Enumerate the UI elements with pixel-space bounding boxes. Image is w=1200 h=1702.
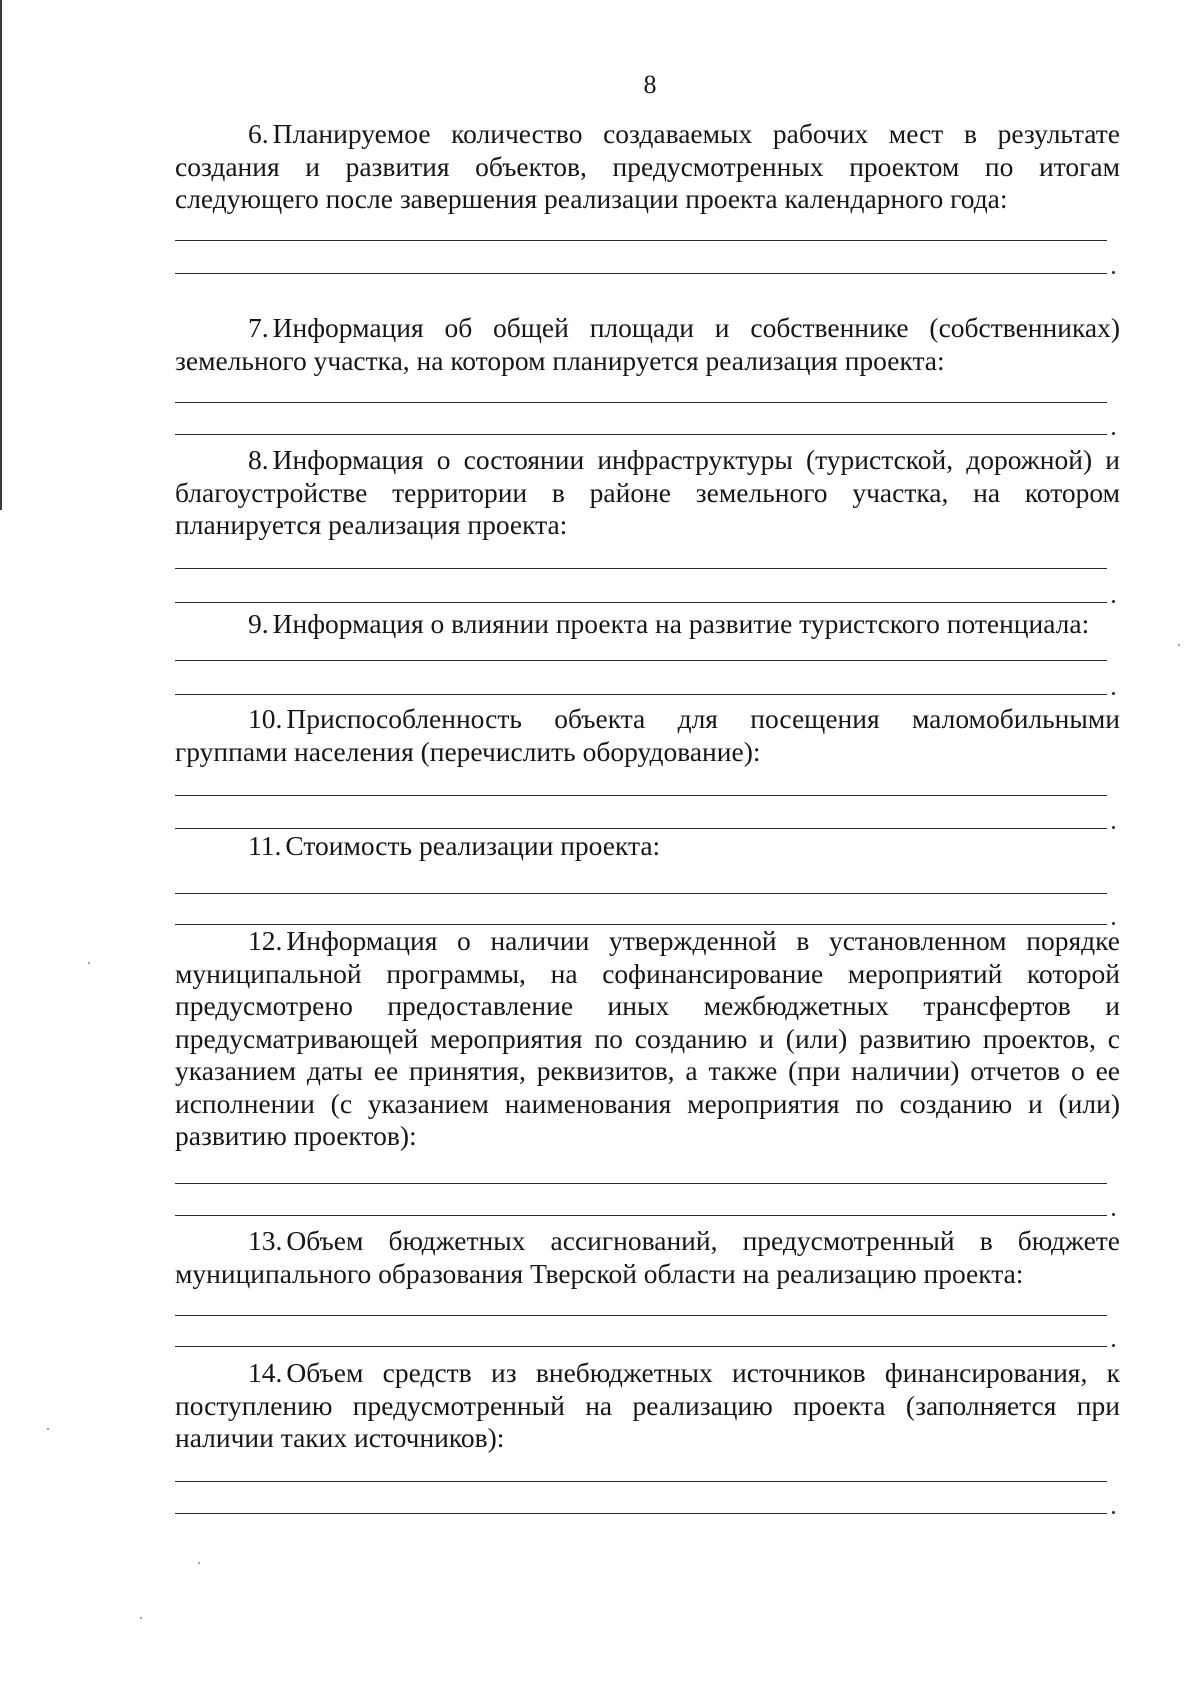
item-number: 13. <box>248 1225 283 1256</box>
form-item-text <box>175 925 1120 1153</box>
item-question: Приспособленность объекта для посещения маломобильными группами населения (перечислить оборудование): <box>175 703 1120 767</box>
answer-line[interactable] <box>175 1346 1107 1347</box>
item-number: 10. <box>248 703 283 734</box>
form-item-text <box>175 1357 1120 1455</box>
item-question: Информация о состоянии инфраструктуры (туристской, дорожной) и благоустройстве территории в районе земельного участка, на котором планируется реализация проекта: <box>175 444 1120 540</box>
scan-speck <box>88 962 90 964</box>
item-number: 12. <box>248 925 283 956</box>
item-number: 11. <box>248 830 282 861</box>
item-question: Стоимость реализации проекта: <box>285 830 661 861</box>
item-question: Объем бюджетных ассигнований, предусмотренный в бюджете муниципального образования Тверской области на реализацию проекта: <box>175 1225 1120 1289</box>
answer-line[interactable] <box>175 1183 1107 1184</box>
form-item-8 <box>175 444 1120 542</box>
form-item-text <box>175 444 1120 542</box>
answer-line[interactable] <box>175 660 1107 661</box>
answer-line[interactable] <box>175 240 1107 241</box>
item-question: Информация об общей площади и собственнике (собственниках) земельного участка, на котором планируется реализация проекта: <box>175 312 1120 376</box>
form-item-9 <box>175 608 1120 641</box>
answer-line[interactable] <box>175 602 1107 603</box>
form-item-text <box>175 1225 1120 1290</box>
form-item-text <box>175 118 1120 216</box>
item-question: Информация о влиянии проекта на развитие туристского потенциала: <box>272 608 1090 639</box>
item-question: Планируемое количество создаваемых рабочих мест в результате создания и развития объектов, предусмотренных проектом по итогам следующего после завершения реализации проекта календарного года: <box>175 118 1120 214</box>
form-item-11 <box>175 830 1120 863</box>
answer-line[interactable] <box>175 568 1107 569</box>
page-number: 8 <box>643 70 657 99</box>
scan-speck <box>140 1617 142 1619</box>
form-item-12 <box>175 925 1120 1153</box>
item-question: Объем средств из внебюджетных источников финансирования, к поступлению предусмотренный на реализацию проекта (заполняется при наличии таких источников): <box>175 1357 1120 1453</box>
answer-line[interactable] <box>175 1481 1107 1482</box>
scan-speck <box>47 1428 49 1430</box>
form-item-13 <box>175 1225 1120 1290</box>
item-question: Информация о наличии утвержденной в установленном порядке муниципальной программы, на софинансирование мероприятий которой предусмотрено предоставление иных межбюджетных трансфертов и предусматривающей мероприятия по созданию и (или) развитию проектов, с указанием даты ее принятия, реквизитов, а также (при наличии) отчетов о ее исполнении (с указанием наименования мероприятия по созданию и (или) развитию проектов): <box>175 925 1120 1151</box>
answer-line[interactable] <box>175 694 1107 695</box>
form-item-14 <box>175 1357 1120 1455</box>
answer-line[interactable] <box>175 1215 1107 1216</box>
form-item-7 <box>175 312 1120 377</box>
scan-speck <box>1178 644 1180 646</box>
answer-line[interactable] <box>175 1315 1107 1316</box>
form-item-text <box>175 608 1120 641</box>
form-item-text <box>175 312 1120 377</box>
item-number: 8. <box>248 444 269 475</box>
answer-line[interactable] <box>175 273 1107 274</box>
scan-speck <box>198 1562 200 1564</box>
item-number: 14. <box>248 1357 283 1388</box>
answer-line[interactable] <box>175 1513 1107 1514</box>
answer-line[interactable] <box>175 795 1107 796</box>
answer-line[interactable] <box>175 828 1107 829</box>
item-number: 7. <box>248 312 269 343</box>
item-number: 9. <box>248 608 269 639</box>
answer-line[interactable] <box>175 434 1107 435</box>
form-item-text <box>175 830 1120 863</box>
answer-line[interactable] <box>175 893 1107 894</box>
form-item-10 <box>175 703 1120 768</box>
item-number: 6. <box>248 118 269 149</box>
form-item-6 <box>175 118 1120 216</box>
form-item-text <box>175 703 1120 768</box>
answer-line[interactable] <box>175 402 1107 403</box>
